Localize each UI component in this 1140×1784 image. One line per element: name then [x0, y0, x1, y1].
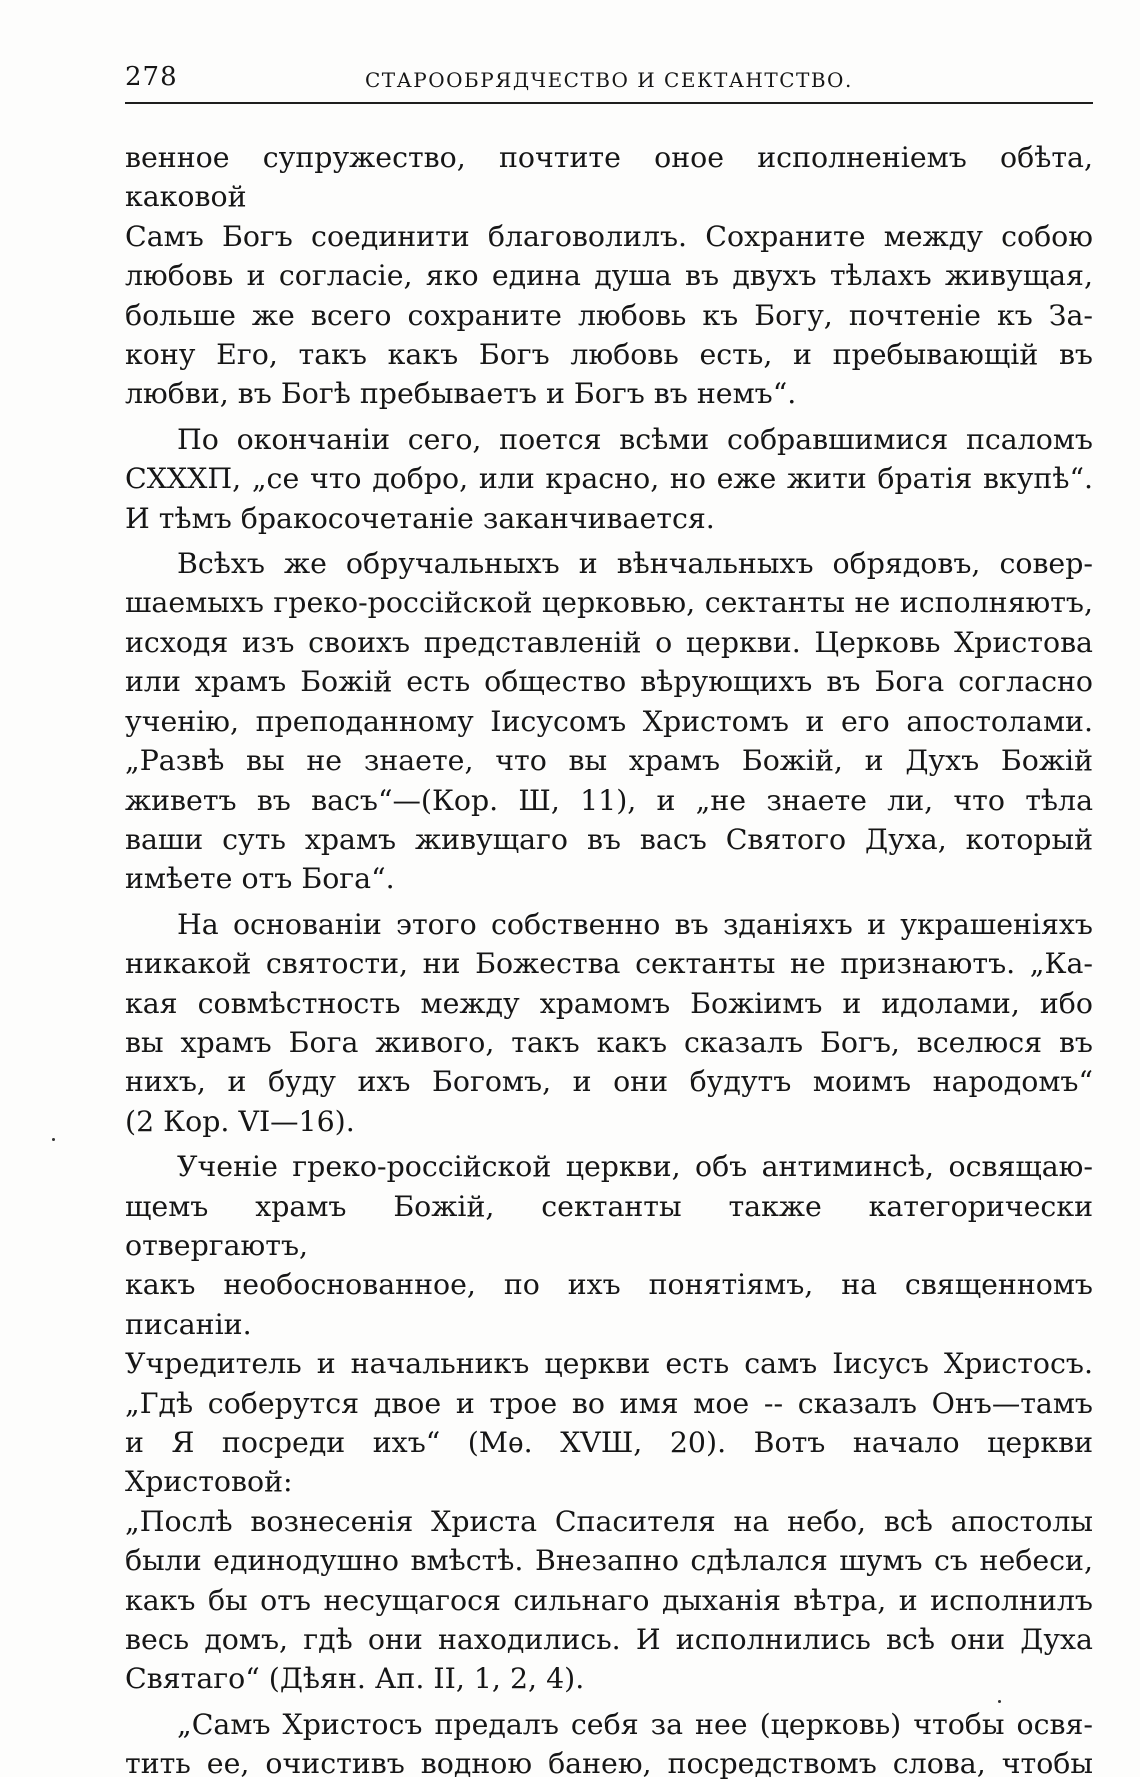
paragraph-line: (2 Кор. VI—16).	[125, 1104, 355, 1138]
paragraph-line: и Я посреди ихъ“ (Мѳ. ХVШ, 20). Вотъ начало церкви Христовой:	[125, 1426, 1093, 1499]
paragraph-line: На основаніи этого собственно въ зданіяхъ и украшеніяхъ	[177, 907, 1093, 941]
print-speck	[52, 1138, 55, 1141]
paragraph-line: Святаго“ (Дѣян. Ап. II, 1, 2, 4).	[125, 1662, 585, 1696]
running-title: СТАРООБРЯДЧЕСТВО И СЕКТАНТСТВО.	[365, 68, 853, 92]
paragraph-line: „Развѣ вы не знаете, что вы храмъ Божій, и Духъ Божій	[125, 744, 1093, 778]
page-header	[125, 60, 1093, 94]
header-rule	[125, 102, 1093, 104]
paragraph-line: исходя изъ своихъ представленій о церкви. Церковь Христова	[125, 625, 1093, 659]
print-speck	[998, 1700, 1001, 1703]
paragraph-line: Учредитель и начальникъ церкви есть самъ Іисусъ Христосъ.	[125, 1347, 1093, 1381]
paragraph-line: весь домъ, гдѣ они находились. И исполнились всѣ они Духа	[125, 1623, 1093, 1657]
paragraph-line: кону Его, такъ какъ Богъ любовь есть, и пребывающій въ	[125, 338, 1093, 372]
paragraph-line: нихъ, и буду ихъ Богомъ, и они будутъ моимъ народомъ“	[125, 1065, 1093, 1099]
paragraph-line: щемъ храмъ Божій, сектанты также категорически отвергаютъ,	[125, 1189, 1093, 1262]
paragraph-line: „Послѣ вознесенія Христа Спасителя на небо, всѣ апостолы	[125, 1504, 1093, 1538]
paragraph-line: были единодушно вмѣстѣ. Внезапно сдѣлался шумъ съ небеси,	[125, 1544, 1093, 1578]
paragraph-line: И тѣмъ бракосочетаніе заканчивается.	[125, 501, 715, 535]
page-number: 278	[125, 62, 178, 92]
paragraph-line: Самъ Богъ соединити благоволилъ. Сохраните между собою	[125, 219, 1093, 253]
paragraph-line: „Самъ Христосъ предалъ себя за нее (церковь) чтобы освя-	[177, 1707, 1093, 1741]
paragraph-line: По окончаніи сего, поется всѣми собравшимися псаломъ	[177, 422, 1093, 456]
paragraph-line: больше же всего сохраните любовь къ Богу, почтеніе къ За-	[125, 298, 1093, 332]
paragraph-line: ваши суть храмъ живущаго въ васъ Святого Духа, который	[125, 822, 1093, 856]
paragraph-line: Всѣхъ же обручальныхъ и вѣнчальныхъ обрядовъ, совер-	[177, 547, 1093, 581]
paragraph-line: „Гдѣ соберутся двое и трое во имя мое -- сказалъ Онъ—тамъ	[125, 1386, 1093, 1420]
paragraph-line: никакой святости, ни Божества сектанты не признаютъ. „Ка-	[125, 947, 1093, 981]
paragraph-line: любви, въ Богѣ пребываетъ и Богъ въ немъ“.	[125, 377, 797, 411]
paragraph-line: или храмъ Божій есть общество вѣрующихъ въ Бога согласно	[125, 665, 1093, 699]
body-text	[125, 138, 1093, 1784]
paragraph-line: Ученіе греко-россійской церкви, объ антиминсѣ, освящаю-	[177, 1150, 1093, 1184]
paragraph-line: тить ее, очистивъ водною банею, посредствомъ слова, чтобы	[125, 1747, 1093, 1781]
paragraph-line: кая совмѣстность между храмомъ Божіимъ и идолами, ибо	[125, 986, 1093, 1020]
paragraph-line: имѣете отъ Бога“.	[125, 862, 395, 896]
paragraph-line: какъ бы отъ несущагося сильнаго дыханія вѣтра, и исполнилъ	[125, 1583, 1093, 1617]
paragraph-line: ученію, преподанному Іисусомъ Христомъ и его апостолами.	[125, 704, 1093, 738]
paragraph-line: вы храмъ Бога живого, такъ какъ сказалъ Богъ, вселюся въ	[125, 1025, 1093, 1059]
paragraph-line: какъ необоснованное, по ихъ понятіямъ, на священномъ писаніи.	[125, 1268, 1093, 1341]
paragraph-line: любовь и согласіе, яко едина душа въ двухъ тѣлахъ живущая,	[125, 259, 1093, 293]
paragraph-line: живетъ въ васъ“—(Кор. Ш, 11), и „не знаете ли, что тѣла	[125, 783, 1093, 817]
paragraph-line: венное супружество, почтите оное исполненіемъ обѣта, каковой	[125, 141, 1093, 214]
paragraph-line: СХХХП, „се что добро, или красно, но еже жити братія вкупѣ“.	[125, 462, 1093, 496]
paragraph-line: шаемыхъ греко-россійской церковью, сектанты не исполняютъ,	[125, 586, 1093, 620]
